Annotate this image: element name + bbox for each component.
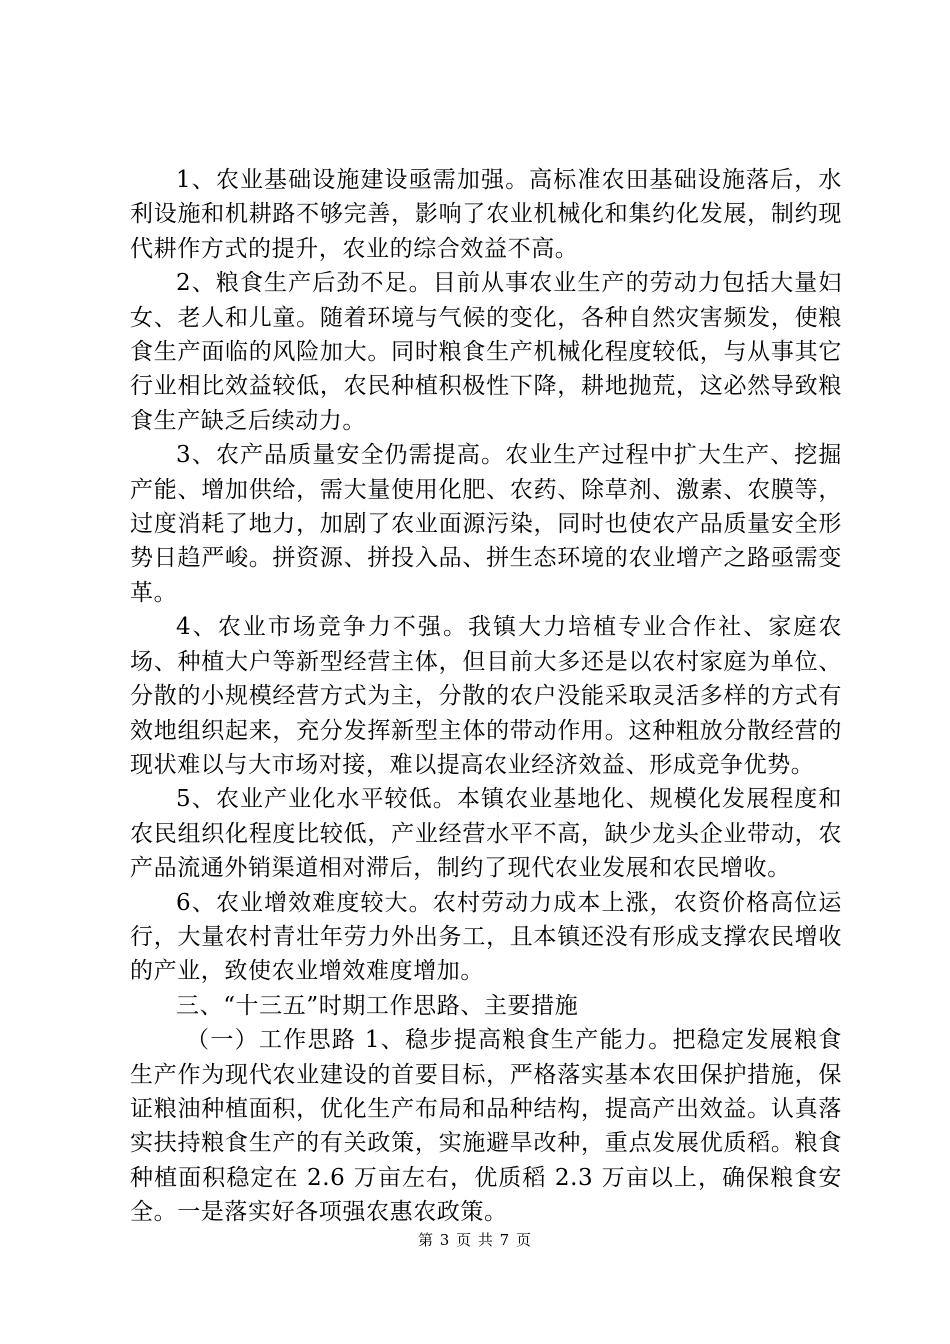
section-heading: 三、“十三五”时期工作思路、主要措施 bbox=[176, 992, 579, 1019]
paragraph-work-approach: （一）工作思路 1、稳步提高粮食生产能力。把稳定发展粮食生产作为现代农业建设的首要目标，严格落实基本农田保护措施，保证粮油种植面积，优化生产布局和品种结构，提高产出效益。认真落实扶持粮食生产的有关政策，实施避旱改种，重点发展优质稻。粮食种植面积稳定在 2.6 万亩左右，优质稻 2.3 万亩以上，确保粮食安全。一是落实好各项强农惠农政策。 bbox=[130, 1027, 842, 1226]
paragraph-grain-production: 2、粮食生产后劲不足。目前从事农业生产的劳动力包括大量妇女、老人和儿童。随着环境与气候的变化，各种自然灾害频发，使粮食生产面临的风险加大。同时粮食生产机械化程度较低，与从事其它行业相比效益较低，农民种植积极性下降，耕地抛荒，这必然导致粮食生产缺乏后续动力。 bbox=[130, 270, 842, 434]
paragraph-industrialization: 5、农业产业化水平较低。本镇农业基地化、规模化发展程度和农民组织化程度比较低，产业经营水平不高，缺少龙头企业带动，农产品流通外销渠道相对滞后，制约了现代农业发展和农民增收。 bbox=[130, 786, 842, 882]
document-body bbox=[130, 163, 842, 1230]
paragraph-infrastructure: 1、农业基础设施建设亟需加强。高标准农田基础设施落后，水利设施和机耕路不够完善，影响了农业机械化和集约化发展，制约现代耕作方式的提升，农业的综合效益不高。 bbox=[130, 167, 842, 262]
paragraph-efficiency: 6、农业增效难度较大。农村劳动力成本上涨，农资价格高位运行，大量农村青壮年劳力外出务工，且本镇还没有形成支撑农民增收的产业，致使农业增效难度增加。 bbox=[130, 889, 842, 985]
paragraph-market-competitiveness: 4、农业市场竞争力不强。我镇大力培植专业合作社、家庭农场、种植大户等新型经营主体，但目前大多还是以农村家庭为单位、分散的小规模经营方式为主，分散的农户没能采取灵活多样的方式有效地组织起来，充分发挥新型主体的带动作用。这种粗放分散经营的现状难以与大市场对接，难以提高农业经济效益、形成竞争优势。 bbox=[130, 614, 842, 778]
page-number-footer: 第 3 页 共 7 页 bbox=[418, 1231, 532, 1249]
paragraph-product-quality: 3、农产品质量安全仍需提高。农业生产过程中扩大生产、挖掘产能、增加供给，需大量使用化肥、农药、除草剂、激素、农膜等，过度消耗了地力，加剧了农业面源污染，同时也使农产品质量安全形势日趋严峻。拼资源、拼投入品、拼生态环境的农业增产之路亟需变革。 bbox=[130, 442, 842, 606]
